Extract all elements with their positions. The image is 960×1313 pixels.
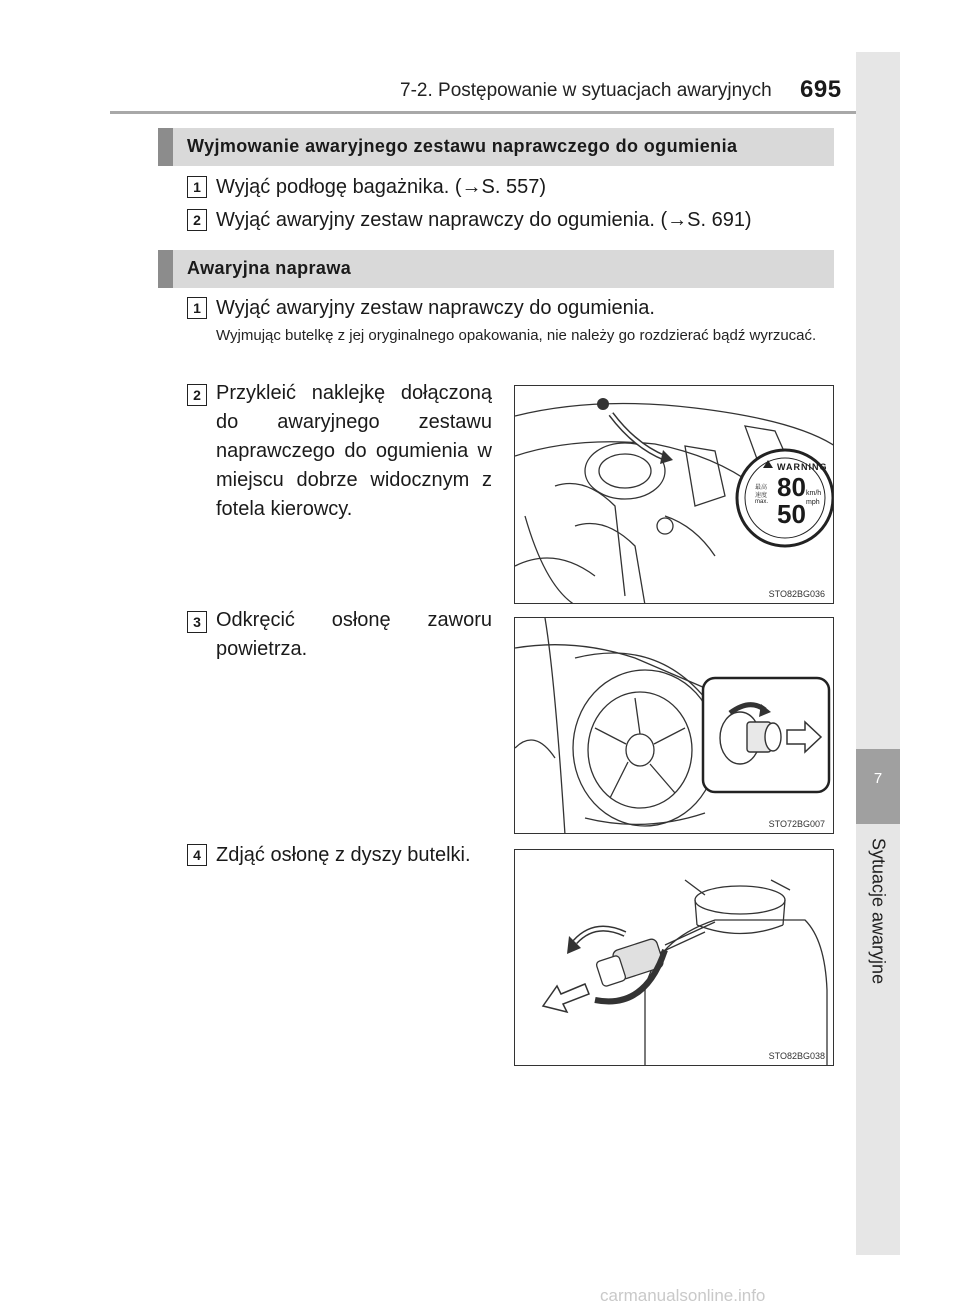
running-header-title: 7-2. Postępowanie w sytuacjach awaryjnych — [400, 80, 772, 101]
figure-code: STO82BG038 — [768, 1051, 825, 1061]
sticker-speed-kmh: 80 — [777, 472, 806, 502]
sticker-unit-kmh: km/h — [806, 490, 822, 497]
step-number: 1 — [187, 297, 207, 319]
section-title: Wyjmowanie awaryjnego zestawu naprawczego do ogumienia — [187, 136, 738, 156]
step-number: 2 — [187, 384, 207, 406]
step-text: Wyjąć awaryjny zestaw naprawczy do ogumienia. (→S. 691) — [216, 209, 752, 231]
step-text: Odkręcić osłonę zaworu powietrza. — [216, 609, 492, 660]
figure-valve-cap — [514, 617, 834, 834]
step-number: 2 — [187, 209, 207, 231]
section-banner-repair — [158, 250, 834, 288]
step-number: 1 — [187, 176, 207, 198]
sticker-warning-label: WARNING — [777, 462, 828, 472]
step-note: Wyjmując butelkę z jej oryginalnego opakowania, nie należy go rozdzierać bądź wyrzucać. — [216, 327, 817, 344]
sticker-jp-label-1: 最高 — [755, 485, 768, 491]
sticker-jp-label-2: 速度 — [755, 493, 768, 499]
sticker-speed-mph: 50 — [777, 499, 806, 529]
figure-code: STO82BG036 — [768, 589, 825, 599]
header-rule — [110, 111, 858, 114]
chapter-number: 7 — [873, 770, 883, 787]
step-number: 3 — [187, 611, 207, 633]
sticker-max-label: max. — [755, 499, 769, 505]
page-number: 695 — [800, 76, 842, 103]
bottle-illustration — [515, 850, 834, 1066]
chapter-side-tab — [856, 52, 900, 1255]
step-text: Zdjąć osłonę z dyszy butelki. — [216, 844, 471, 866]
figure-bottle-nozzle — [514, 849, 834, 1066]
step-number: 4 — [187, 844, 207, 866]
figure-sticker-placement — [514, 385, 834, 604]
step-text: Wyjąć podłogę bagażnika. (→S. 557) — [216, 176, 546, 198]
figure-code: STO72BG007 — [768, 819, 825, 829]
step-text: Przykleić naklejkę dołączoną do awaryjnego zestawu naprawczego do ogumienia w miejscu dobrze widocznym z fotela kierowcy. — [216, 382, 492, 520]
step-text: Wyjąć awaryjny zestaw naprawczy do ogumienia. — [216, 297, 655, 319]
chapter-label: Sytuacje awaryjne — [868, 838, 889, 985]
sticker-unit-mph: mph — [806, 499, 820, 506]
footer-watermark: carmanualsonline.info — [600, 1286, 766, 1305]
wheel-illustration — [515, 618, 834, 834]
section-title: Awaryjna naprawa — [187, 258, 352, 278]
section-banner-removal — [158, 128, 834, 166]
